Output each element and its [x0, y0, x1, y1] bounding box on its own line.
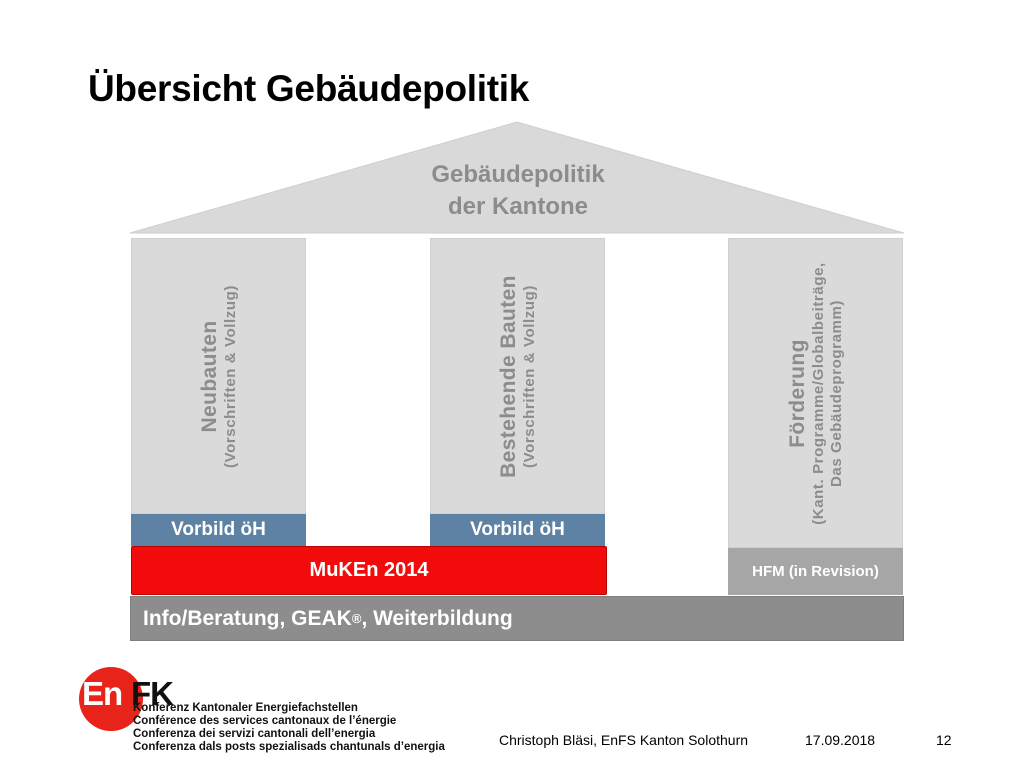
pillar-subtitle: (Vorschriften & Vollzug)	[222, 284, 240, 468]
footer-page-number: 12	[936, 732, 952, 748]
pillar-subtitle-line1: (Kant. Programme/Globalbeiträge,	[810, 261, 827, 525]
org-line-it: Conferenza dei servizi cantonali dell’energia	[133, 728, 376, 740]
pillar-bestehende-bauten-text	[430, 238, 605, 514]
vorbild-badge-neubauten: Vorbild öH	[131, 514, 306, 546]
foundation-label-before: Info/Beratung, GEAK	[143, 606, 352, 630]
slide-title: Übersicht Gebäudepolitik	[88, 68, 529, 109]
footer-date: 17.09.2018	[805, 732, 876, 748]
org-line-rm: Conferenza dals posts spezialisads chantunals d’energia	[133, 741, 445, 753]
muken-bar: MuKEn 2014	[131, 546, 607, 595]
logo-mark-fk: FK	[131, 675, 173, 712]
pillar-title: Neubauten	[198, 319, 222, 433]
foundation-label-after: , Weiterbildung	[361, 606, 513, 630]
pillar-subtitle-line2: Das Gebäudeprogramm)	[828, 299, 845, 487]
pillar-title: Förderung	[786, 338, 809, 448]
foundation-bar	[130, 596, 904, 641]
logo-org-lines	[133, 702, 445, 754]
footer-author: Christoph Bläsi, EnFS Kanton Solothurn	[499, 732, 749, 748]
roof-title-line1: Gebäudepolitik	[431, 161, 605, 188]
hfm-badge: HFM (in Revision)	[728, 548, 903, 595]
org-line-fr: Conférence des services cantonaux de l’énergie	[133, 715, 397, 727]
vorbild-badge-bestehende: Vorbild öH	[430, 514, 605, 546]
registered-mark: ®	[351, 611, 362, 626]
pillar-title: Bestehende Bauten	[497, 274, 521, 478]
pillar-neubauten-text	[131, 238, 306, 514]
pillar-foerderung-text	[728, 238, 903, 548]
roof-title-line2: der Kantone	[447, 193, 588, 220]
pillar-subtitle: (Vorschriften & Vollzug)	[521, 284, 539, 468]
org-line-de: Konferenz Kantonaler Energiefachstellen	[133, 702, 358, 714]
logo-mark-en: En	[82, 675, 123, 712]
